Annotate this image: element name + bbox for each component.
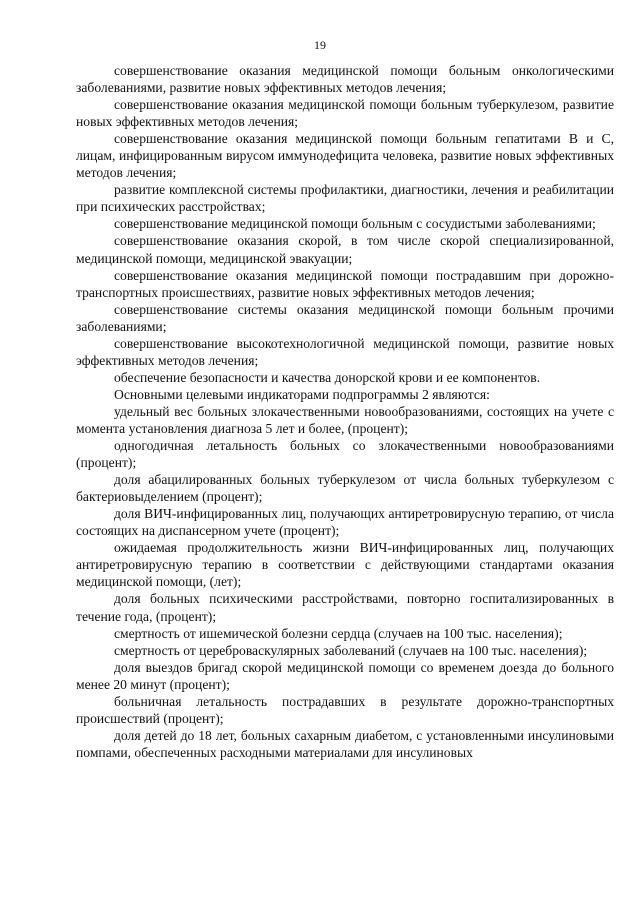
paragraph: доля ВИЧ-инфицированных лиц, получающих антиретровирусную терапию, от числа состоящих на диспансерном учете (процент); [76,506,614,539]
body-text [76,62,614,761]
paragraph: совершенствование высокотехнологичной медицинской помощи, развитие новых эффективных методов лечения; [76,335,614,368]
paragraph: обеспечение безопасности и качества донорской крови и ее компонентов. [114,369,541,385]
paragraph: совершенствование оказания скорой, в том числе скорой специализированной, медицинской помощи, медицинской эвакуации; [76,233,614,266]
paragraph: совершенствование медицинской помощи больным с сосудистыми заболеваниями; [114,216,596,232]
paragraph: больничная летальность пострадавших в результате дорожно-транспортных происшествий (процент); [76,693,614,726]
paragraph: доля больных психическими расстройствами, повторно госпитализированных в течение года, (процент); [76,591,614,624]
page-number: 19 [314,38,326,52]
paragraph: доля выездов бригад скорой медицинской помощи со временем доезда до больного менее 20 минут (процент); [76,659,614,692]
paragraph: удельный вес больных злокачественными новообразованиями, состоящих на учете с момента установления диагноза 5 лет и более, (процент); [76,403,614,436]
paragraph: совершенствование оказания медицинской помощи больным онкологическими заболеваниями, развитие новых эффективных методов лечения; [76,63,614,96]
paragraph: развитие комплексной системы профилактики, диагностики, лечения и реабилитации при психических расстройствах; [76,182,614,215]
paragraph: одногодичная летальность больных со злокачественными новообразованиями (процент); [76,438,614,471]
paragraph: смертность от цереброваскулярных заболеваний (случаев на 100 тыс. населения); [114,642,588,658]
paragraph: Основными целевыми индикаторами подпрограммы 2 являются: [114,386,490,402]
paragraph: совершенствование оказания медицинской помощи больным гепатитами B и C, лицам, инфицированным вирусом иммунодефицита человека, развитие новых эффективных методов лечения; [76,131,614,181]
paragraph: совершенствование оказания медицинской помощи пострадавшим при дорожно-транспортных происшествиях, развитие новых эффективных методов лечения; [76,267,614,300]
paragraph: совершенствование системы оказания медицинской помощи больным прочими заболеваниями; [76,301,614,334]
paragraph: ожидаемая продолжительность жизни ВИЧ-инфицированных лиц, получающих антиретровирусную терапию в соответствии с действующими стандартами оказания медицинской помощи, (лет); [76,540,614,590]
paragraph: совершенствование оказания медицинской помощи больным туберкулезом, развитие новых эффективных методов лечения; [76,97,614,130]
paragraph: смертность от ишемической болезни сердца (случаев на 100 тыс. населения); [114,625,563,641]
paragraph: доля детей до 18 лет, больных сахарным диабетом, с установленными инсулиновыми помпами, обеспеченных расходными материалами для инсулиновых [76,727,614,760]
paragraph: доля абацилированных больных туберкулезом от числа больных туберкулезом с бактериовыделением (процент); [76,472,614,505]
